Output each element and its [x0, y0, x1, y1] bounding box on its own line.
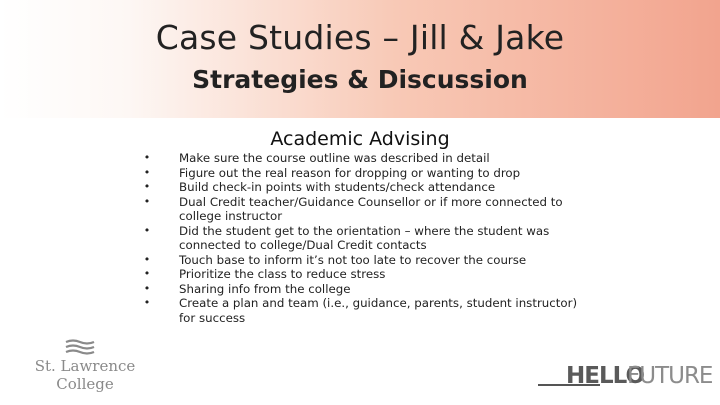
bullet-point-icon: • [143, 165, 151, 179]
logo-line-1: St. Lawrence [34, 357, 136, 375]
bullet-item [142, 151, 602, 166]
logo-text [30, 357, 140, 393]
bullet-text-line: Did the student get to the orientation – where the student was [179, 223, 550, 238]
slide-subtitle: Strategies & Discussion [192, 65, 528, 94]
hello-future-logo [538, 359, 713, 393]
bullet-text-line: Figure out the real reason for dropping or wanting to drop [179, 165, 521, 180]
bullet-item [142, 166, 602, 181]
section-heading: Academic Advising [270, 128, 450, 150]
bullet-point-icon: • [143, 281, 151, 295]
bullet-text-line: college instructor [179, 209, 283, 223]
bullet-item [142, 195, 602, 224]
bullet-text-line: for success [179, 310, 246, 325]
bullet-point-icon: • [143, 151, 151, 164]
bullet-item [142, 296, 602, 325]
waves-icon [64, 339, 96, 355]
bullet-item [142, 267, 602, 282]
bullet-list [142, 151, 602, 325]
slide-title: Case Studies – Jill & Jake [155, 18, 565, 57]
bullet-point-icon: • [143, 180, 151, 193]
bullet-text-line: Dual Credit teacher/Guidance Counsellor or if more connected to [179, 194, 563, 209]
bullet-text-line: Build check-in points with students/check attendance [179, 180, 496, 194]
logo-line-2: College [56, 375, 114, 393]
bullet-point-icon: • [143, 194, 151, 208]
bullet-point-icon: • [143, 223, 151, 237]
bullet-point-icon: • [143, 296, 151, 309]
bullet-text-line: Make sure the course outline was described in detail [179, 151, 490, 165]
tagline-future: FUTURE [627, 363, 713, 389]
tagline-hello: HELLO [566, 363, 645, 389]
bullet-text-line: Create a plan and team (i.e., guidance, parents, student instructor) [179, 296, 578, 310]
bullet-text-line: connected to college/Dual Credit contacts [179, 238, 427, 252]
bullet-text-line: Touch base to inform it’s not too late to recover the course [179, 252, 527, 267]
st-lawrence-college-logo [30, 339, 140, 397]
bullet-text-line: Prioritize the class to reduce stress [179, 267, 386, 281]
bullet-item [142, 282, 602, 297]
bullet-item [142, 253, 602, 268]
bullet-point-icon: • [143, 267, 151, 280]
bullet-point-icon: • [143, 252, 151, 266]
bullet-item [142, 180, 602, 195]
bullet-item [142, 224, 602, 253]
bullet-text-line: Sharing info from the college [179, 281, 351, 296]
